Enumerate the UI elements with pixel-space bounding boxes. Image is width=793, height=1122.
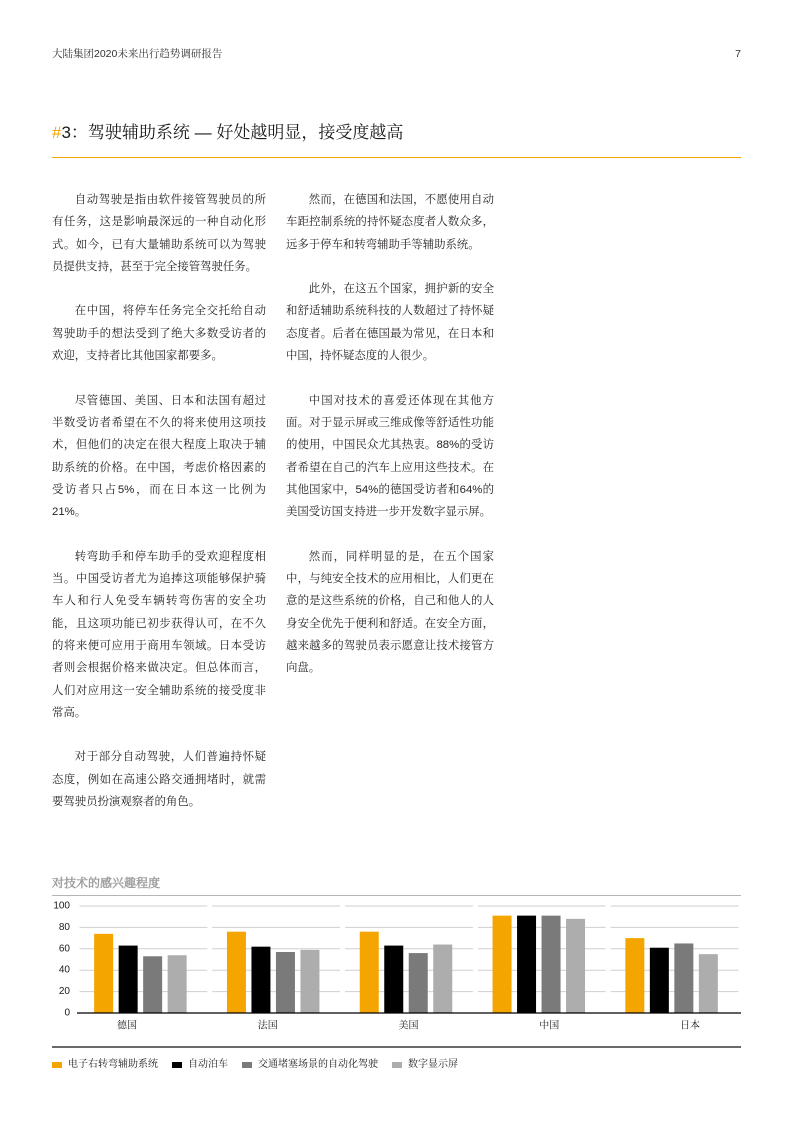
bar-usa-auto-parking (384, 946, 403, 1013)
bar-usa-right-turn-assist (360, 932, 379, 1013)
bar-japan-right-turn-assist (625, 938, 644, 1013)
legend-item-traffic-jam-automation (242, 1058, 378, 1072)
bar-japan-traffic-jam-automation (674, 943, 693, 1013)
chart-legend (52, 1058, 472, 1072)
section-heading-text: 3：驾驶辅助系统 — 好处越明显，接受度越高 (61, 123, 404, 142)
x-category-label: 中国 (539, 1020, 560, 1032)
legend-label: 交通堵塞场景的自动化驾驶 (258, 1059, 378, 1070)
paragraph: 此外，在这五个国家，拥护新的安全和舒适辅助系统科技的人数超过了持怀疑态度者。后者在德国最为常见，在日本和中国，持怀疑态度的人很少。 (286, 283, 494, 363)
legend-label: 自动泊车 (188, 1059, 228, 1070)
bar-china-digital-display (566, 919, 585, 1013)
section-hash-mark: # (52, 123, 62, 142)
bar-usa-digital-display (433, 945, 452, 1013)
bar-france-right-turn-assist (227, 932, 246, 1013)
paragraph: 然而，在德国和法国，不愿使用自动车距控制系统的持怀疑态度者人数众多，远多于停车和转弯辅助手等辅助系统。 (286, 194, 494, 251)
paragraph: 转弯助手和停车助手的受欢迎程度相当。中国受访者尤为追捧这项能够保护骑车人和行人免受车辆转弯伤害的安全功能，且这项功能已初步获得认可，在不久的将来便可应用于商用车领域。日本受访者则会根据价格来做决定。但总体而言，人们对应用这一安全辅助系统的接受度非常高。 (52, 550, 266, 719)
paragraph: 在中国，将停车任务完全交托给自动驾驶助手的想法受到了绝大多数受访者的欢迎，支持者比其他国家都要多。 (52, 305, 266, 363)
bar-china-right-turn-assist (493, 916, 512, 1013)
y-tick-label: 80 (58, 921, 70, 933)
section-heading (52, 121, 403, 145)
interest-bar-chart (52, 895, 741, 1040)
bar-germany-digital-display (168, 955, 187, 1013)
bar-china-traffic-jam-automation (542, 916, 561, 1013)
legend-swatch (52, 1062, 62, 1068)
y-tick-label: 60 (58, 943, 70, 955)
bar-usa-traffic-jam-automation (409, 953, 428, 1013)
paragraph: 自动驾驶是指由软件接管驾驶员的所有任务，这是影响最深远的一种自动化形式。如今，已有大量辅助系统可以为驾驶员提供支持，甚至于完全接管驾驶任务。 (52, 194, 266, 273)
legend-item-right-turn-assist (52, 1058, 158, 1072)
y-tick-label: 20 (58, 986, 70, 998)
legend-swatch (392, 1062, 402, 1068)
legend-divider (52, 1046, 741, 1048)
x-category-label: 美国 (398, 1020, 419, 1032)
paragraph: 尽管德国、美国、日本和法国有超过半数受访者希望在不久的将来使用这项技术，但他们的决定在很大程度上取决于辅助系统的价格。在中国，考虑价格因素的受访者只占5%，而在日本这一比例为21%。 (52, 394, 266, 519)
y-tick-label: 100 (53, 900, 70, 912)
bar-france-auto-parking (251, 947, 270, 1013)
legend-item-auto-parking (172, 1058, 228, 1072)
bar-japan-auto-parking (650, 948, 669, 1013)
bar-japan-digital-display (699, 954, 718, 1013)
x-category-label: 日本 (680, 1020, 700, 1032)
bar-china-auto-parking (517, 916, 536, 1013)
legend-swatch (242, 1062, 252, 1068)
paragraph: 然而，同样明显的是，在五个国家中，与纯安全技术的应用相比，人们更在意的是这些系统的价格，自己和他人的人身安全优先于便利和舒适。在安全方面，越来越多的驾驶员表示愿意让技术接管方向盘。 (286, 550, 494, 675)
paragraph: 对于部分自动驾驶，人们普遍持怀疑态度，例如在高速公路交通拥堵时，就需要驾驶员扮演观察者的角色。 (52, 751, 266, 809)
legend-label: 数字显示屏 (408, 1059, 458, 1070)
y-tick-label: 0 (64, 1007, 70, 1019)
legend-item-digital-display (392, 1058, 458, 1072)
running-header-title: 大陆集团2020未来出行趋势调研报告 (52, 48, 223, 60)
x-category-label: 德国 (117, 1020, 137, 1032)
right-text-column (286, 189, 494, 702)
page-number: 7 (735, 48, 741, 60)
legend-swatch (172, 1062, 182, 1068)
bar-germany-auto-parking (119, 946, 138, 1013)
chart-title: 对技术的感兴趣程度 (52, 876, 161, 890)
bar-france-traffic-jam-automation (276, 952, 295, 1013)
x-category-label: 法国 (257, 1020, 278, 1032)
bar-germany-right-turn-assist (94, 934, 113, 1013)
y-tick-label: 40 (58, 964, 70, 976)
legend-label: 电子右转弯辅助系统 (68, 1059, 158, 1070)
left-text-column (52, 189, 266, 836)
section-divider (52, 157, 741, 158)
bar-germany-traffic-jam-automation (143, 956, 162, 1013)
paragraph: 中国对技术的喜爱还体现在其他方面。对于显示屏或三维成像等舒适性功能的使用，中国民众尤其热衷。88%的受访者希望在自己的汽车上应用这些技术。在其他国家中，54%的德国受访者和64%的美国受访国支持进一步开发数字显示屏。 (286, 394, 494, 519)
bar-france-digital-display (300, 950, 319, 1013)
